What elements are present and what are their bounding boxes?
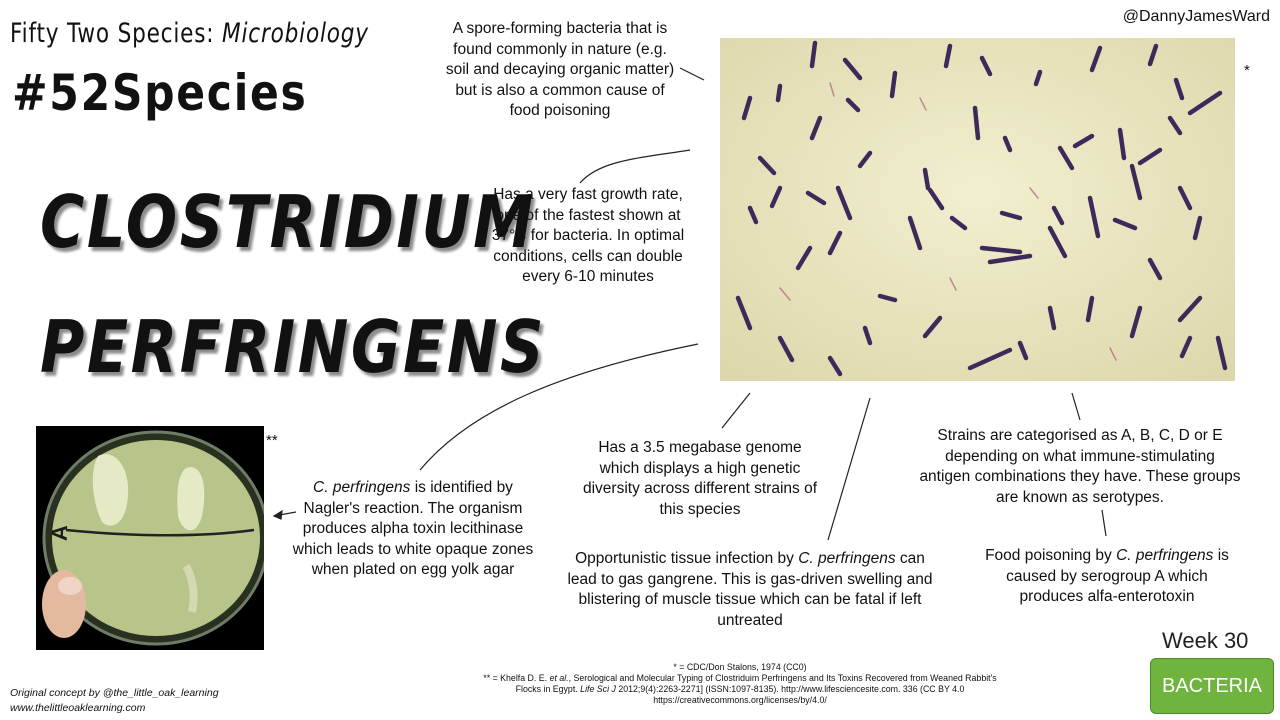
fact-naglers-reaction: C. perfringens is identified by Nagler's reaction. The organism produces alpha toxin lecithinase which leads to white opaque zones when plated on egg yolk agar — [292, 479, 534, 578]
fact-genome: Has a 3.5 megabase genome which displays a high genetic diversity across different strains of this species — [582, 439, 818, 518]
reference-micrograph: * = CDC/Don Stalons, 1974 (CC0) — [673, 662, 807, 672]
fact-spore-forming: A spore-forming bacteria that is found commonly in nature (e.g. soil and decaying organic matter) but is also a common cause of food poisoning — [445, 20, 675, 119]
week-label: Week 30 — [1162, 628, 1249, 653]
fact-gas-gangrene: Opportunistic tissue infection by C. perfringens can lead to gas gangrene. This is gas-driven swelling and blistering of muscle tissue which can be fatal if left untreated — [567, 550, 933, 629]
image-references — [470, 662, 1010, 706]
fact-growth-rate: Has a very fast growth rate, one of the fastest shown at 37°C for bacteria. In optimal conditions, cells can double every 6-10 minutes — [491, 186, 685, 285]
fact-food-poisoning: Food poisoning by C. perfringens is caused by serogroup A which produces alfa-enterotoxin — [985, 547, 1229, 605]
plate-credit-mark: ** — [266, 432, 278, 449]
connector-gangrene — [828, 398, 870, 540]
connector-genome — [722, 393, 750, 428]
micrograph-image — [720, 38, 1235, 381]
concept-credit-line: Original concept by @the_little_oak_learning — [10, 687, 219, 699]
author-handle: @DannyJamesWard — [1122, 8, 1270, 25]
reference-plate: ** = Khelfa D. E. et al., Serological and Molecular Typing of Clostriduim Perfringens and Its Toxins Recovered from Weaned Rabbit's Flocks in Egypt. Life Sci J 2012;9(4):2263-2271] (ISSN:1097-8135). http://www.lifesciencesite.com. 336 (CC BY 4.0 https://creativecommons.org/licenses/by/4.0/ — [483, 673, 997, 705]
plate-label: A — [46, 524, 73, 542]
species-epithet: PERFRINGENS — [40, 305, 547, 389]
series-title: Fifty Two Species: Microbiology — [10, 18, 369, 49]
agar-plate-image — [36, 426, 264, 650]
micrograph-credit-mark: * — [1244, 62, 1250, 79]
category-badge: BACTERIA — [1150, 658, 1274, 714]
fact-serotypes: Strains are categorised as A, B, C, D or E depending on what immune-stimulating antigen combinations they have. These groups are known as serotypes. — [919, 427, 1241, 506]
connector-spore — [680, 68, 704, 80]
arrow-head — [274, 511, 282, 519]
connector-growth — [580, 150, 690, 183]
connector-strains — [1072, 393, 1080, 420]
concept-credit — [10, 686, 219, 716]
hashtag: #52Species — [12, 64, 308, 122]
connector-food — [1102, 510, 1106, 536]
species-genus: CLOSTRIDIUM — [40, 180, 536, 264]
concept-credit-url: www.thelittleoaklearning.com — [10, 702, 146, 714]
